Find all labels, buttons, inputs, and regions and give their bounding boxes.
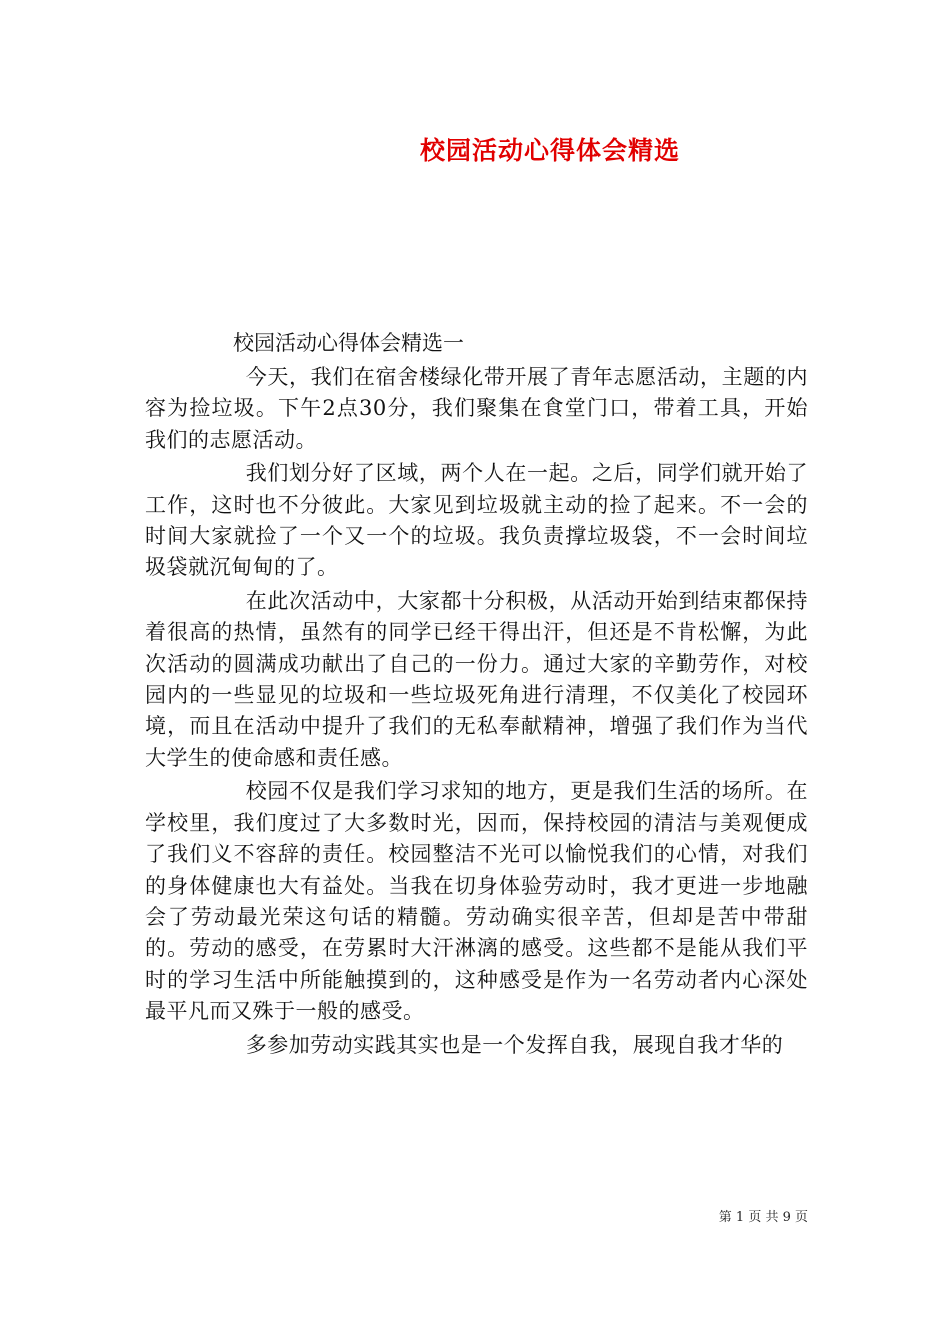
paragraph-2: 我们划分好了区域，两个人在一起。之后，同学们就开始了工作，这时也不分彼此。大家见到垃圾就主动的捡了起来。不一会的时间大家就捡了一个又一个的垃圾。我负责撑垃圾袋，不一会时间垃圾袋就沉甸甸的了。: [145, 461, 808, 580]
page-footer: 第 1 页 共 9 页: [718, 1210, 808, 1225]
document-title: 校园活动心得体会精选: [419, 136, 680, 165]
section-subtitle: 校园活动心得体会精选一: [233, 331, 464, 355]
paragraph-5: 多参加劳动实践其实也是一个发挥自我，展现自我才华的: [245, 1032, 784, 1057]
paragraph-1: 今天，我们在宿舍楼绿化带开展了青年志愿活动，主题的内容为捡垃圾。下午2点30分，我们聚集在食堂门口，带着工具，开始我们的志愿活动。: [145, 365, 808, 452]
document-body: [145, 362, 808, 1061]
paragraph-3: 在此次活动中，大家都十分积极，从活动开始到结束都保持着很高的热情，虽然有的同学已经干得出汗，但还是不肯松懈，为此次活动的圆满成功献出了自己的一份力。通过大家的辛勤劳作，对校园内的一些显见的垃圾和一些垃圾死角进行清理，不仅美化了校园环境，而且在活动中提升了我们的无私奉献精神，增强了我们作为当代大学生的使命感和责任感。: [145, 588, 808, 770]
paragraph-4: 校园不仅是我们学习求知的地方，更是我们生活的场所。在学校里，我们度过了大多数时光，因而，保持校园的清洁与美观便成了我们义不容辞的责任。校园整洁不光可以愉悦我们的心情，对我们的身体健康也大有益处。当我在切身体验劳动时，我才更进一步地融会了劳动最光荣这句话的精髓。劳动确实很辛苦，但却是苦中带甜的。劳动的感受，在劳累时大汗淋漓的感受。这些都不是能从我们平时的学习生活中所能触摸到的，这种感受是作为一名劳动者内心深处最平凡而又殊于一般的感受。: [145, 779, 808, 1024]
